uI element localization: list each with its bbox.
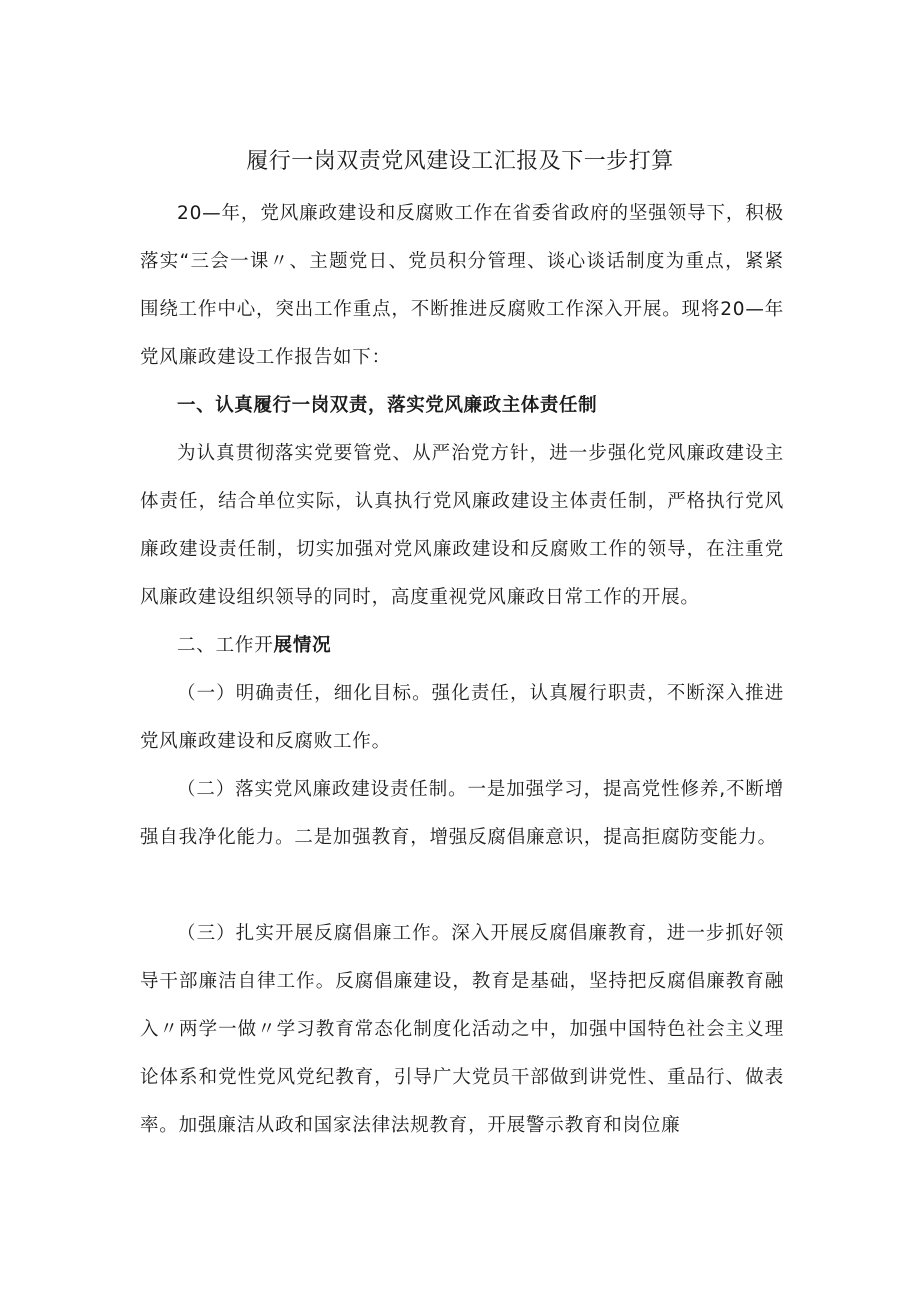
list-item-1: （一）明确责任，细化目标。强化责任，认真履行职责，不断深入推进党风廉政建设和反腐败工作。 — [140, 683, 784, 752]
section-heading-2-bold: 展情况 — [273, 635, 332, 656]
document-title: 履行一岗双责党风建设工汇报及下一步打算 — [246, 149, 674, 174]
list-item-3: （三）扎实开展反腐倡廉工作。深入开展反腐倡廉教育，进一步抓好领导干部廉洁自律工作。反腐倡廉建设，教育是基础，坚持把反腐倡廉教育融入〃两学一做〃学习教育常态化制度化活动之中，加强中国特色社会主义理论体系和党性党风党纪教育，引导广大党员干部做到讲党性、重品行、做表率。加强廉洁从政和国家法律法规教育，开展警示教育和岗位廉 — [140, 923, 784, 1136]
list-item-2: （二）落实党风廉政建设责任制。一是加强学习，提高党性修养,不断增强自我净化能力。二是加强教育，增强反腐倡廉意识，提高拒腐防变能力。 — [140, 779, 784, 848]
intro-paragraph: 20—年，党风廉政建设和反腐败工作在省委省政府的坚强领导下，积极落实“三会一课〃、主题党日、党员积分管理、谈心谈话制度为重点，紧紧围绕工作中心，突出工作重点，不断推进反腐败工作深入开展。现将20—年党风廉政建设工作报告如下： — [140, 203, 784, 368]
section-1-paragraph: 为认真贯彻落实党要管党、从严治党方针，进一步强化党风廉政建设主体责任，结合单位实际，认真执行党风廉政建设主体责任制，严格执行党风廉政建设责任制，切实加强对党风廉政建设和反腐败工作的领导，在注重党风廉政建设组织领导的同时，高度重视党风廉政日常工作的开展。 — [140, 443, 784, 608]
section-heading-1: 一、认真履行一岗双责，落实党风廉政主体责任制 — [177, 395, 598, 416]
section-heading-2-regular: 二、工作开 — [177, 635, 274, 656]
section-heading-2 — [140, 622, 784, 670]
